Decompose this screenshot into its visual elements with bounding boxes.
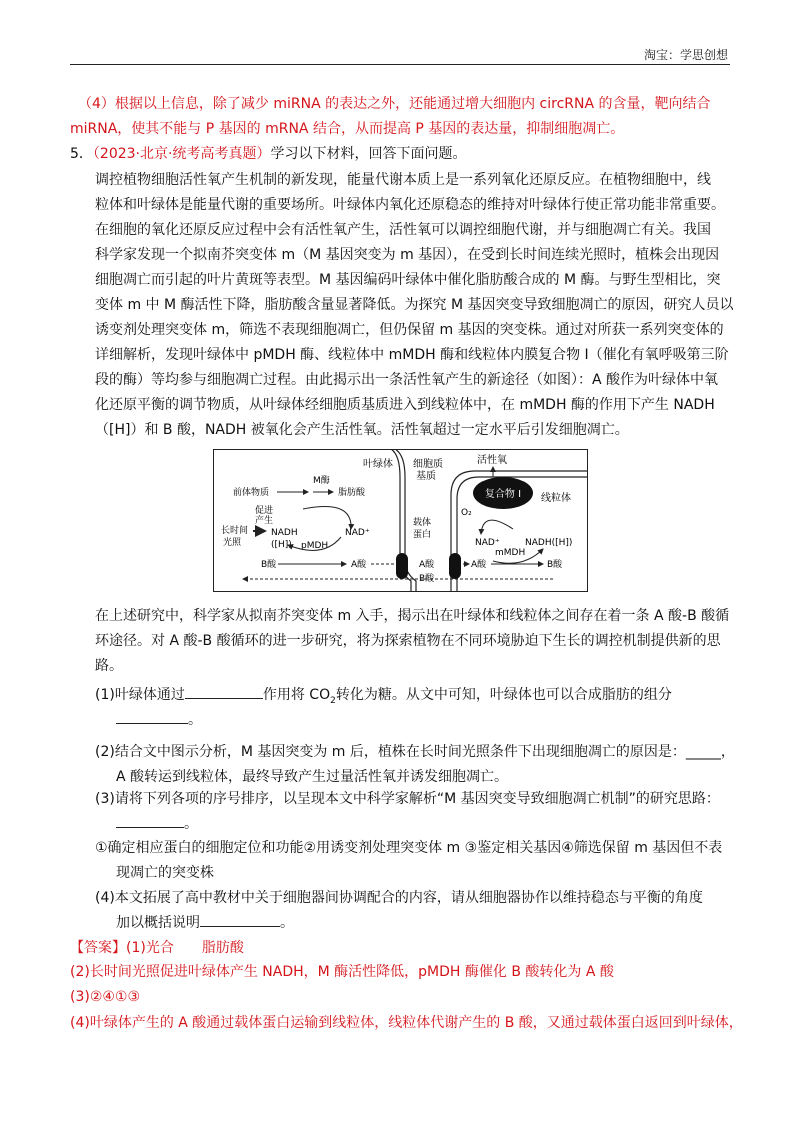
longtime-label-2: 光照 bbox=[223, 538, 242, 548]
answer-4: (4)叶绿体产生的 A 酸通过载体蛋白运输到线粒体，线粒体代谢产生的 B 酸，又通过载体蛋白返回到叶绿体， bbox=[70, 1015, 743, 1031]
q1-text-a: (1)叶绿体通过 bbox=[95, 687, 185, 703]
passage-line: 调控植物细胞活性氧产生机制的新发现，能量代谢本质上是一系列氧化还原反应。在植物细胞中，线 bbox=[95, 172, 711, 188]
question-4: (4)本文拓展了高中教材中关于细胞器间协调配合的内容，请从细胞器协作以维持稳态与平衡的角度 bbox=[95, 890, 703, 906]
passage-line: 粒体和叶绿体是能量代谢的重要场所。叶绿体内氧化还原稳态的维持对叶绿体行使正常功能非常重要。 bbox=[95, 197, 725, 213]
b-acid-mid: B酸 bbox=[419, 574, 435, 584]
chloroplast-label: 叶绿体 bbox=[363, 459, 393, 470]
ros-label: 活性氧 bbox=[477, 455, 507, 466]
answer-line-1 bbox=[70, 936, 244, 961]
conclusion-line: 环途径。对 A 酸-B 酸循环的进一步研究，将为探索植物在不同环境胁迫下生长的调控机制提供新的思 bbox=[95, 633, 721, 649]
b-acid-right: B酸 bbox=[547, 560, 563, 570]
prev-answer-line1: （4）根据以上信息，除了减少 miRNA 的表达之外，还能通过增大细胞内 circRNA 的含量，靶向结合 bbox=[78, 96, 711, 112]
question-2-cont: A 酸转运到线粒体，最终导致产生过量活性氧并诱发细胞凋亡。 bbox=[116, 769, 509, 785]
q2-text-b: ， bbox=[720, 744, 735, 760]
longtime-label-1: 长时间 bbox=[221, 526, 249, 536]
question-3: (3)请将下列各项的序号排序，以呈现本文中科学家解析“M 基因突变导致细胞凋亡机制”的研究思路： bbox=[95, 791, 720, 807]
page-header bbox=[70, 44, 730, 65]
header-brand: 淘宝：学思创想 bbox=[643, 48, 728, 62]
answer-3: (3)②④①③ bbox=[70, 989, 141, 1005]
passage-line: 在细胞的氧化还原反应过程中会有活性氧产生，活性氧可以调控细胞代谢，并与细胞凋亡有关。我国 bbox=[95, 222, 711, 238]
a-acid-right: A酸 bbox=[471, 560, 487, 570]
passage-line: 变体 m 中 M 酶活性下降，脂肪酸含量显著降低。为探究 M 基因突变导致细胞凋亡的原因，研究人员以 bbox=[95, 297, 734, 313]
passage-line: 诱变剂处理突变体 m，筛选不表现细胞凋亡，但仍保留 m 基因的突变株。通过对所获一系列突变体的 bbox=[95, 322, 724, 338]
h-label: ([H]) bbox=[271, 540, 292, 550]
question-4-cont bbox=[116, 911, 756, 936]
passage-line: 段的酶）等均参与细胞凋亡过程。由此揭示出一条活性氧产生的新途径（如图）：A 酸作为叶绿体中氧 bbox=[95, 372, 719, 388]
answer-label: 【答案】 bbox=[70, 940, 126, 956]
question-1-cont bbox=[116, 708, 756, 733]
nad-mito-label: NAD⁺ bbox=[475, 538, 500, 548]
complex-i-label: 复合物 I bbox=[484, 489, 522, 500]
passage-line: 详细解析，发现叶绿体中 pMDH 酶、线粒体中 mMDH 酶和线粒体内膜复合物 I（催化有氧呼吸第三阶 bbox=[95, 347, 729, 363]
carrier-label-1: 载体 bbox=[413, 518, 432, 528]
question-intro: 学习以下材料，回答下面问题。 bbox=[270, 146, 467, 162]
q3-end: 。 bbox=[184, 816, 198, 832]
mito-label: 线粒体 bbox=[541, 493, 571, 504]
q3-options-2: 现凋亡的突变株 bbox=[116, 865, 214, 881]
question-number: 5． bbox=[70, 146, 93, 162]
nadh-mito-label: NADH([H]) bbox=[525, 538, 573, 548]
a-acid-mid: A酸 bbox=[419, 560, 435, 570]
passage-line: 细胞凋亡而引起的叶片黄斑等表型。M 基因编码叶绿体中催化脂肪酸合成的 M 酶。与野生型相比，突 bbox=[95, 272, 721, 288]
m-enzyme-label: M酶 bbox=[313, 476, 330, 486]
q1-blank-2[interactable] bbox=[116, 709, 188, 724]
carrier-label-2: 蛋白 bbox=[413, 530, 432, 540]
a-acid-left: A酸 bbox=[351, 560, 367, 570]
pathway-diagram bbox=[213, 449, 588, 592]
q1-blank-1[interactable] bbox=[185, 684, 263, 699]
q4-blank[interactable] bbox=[200, 912, 280, 927]
passage-line: 化还原平衡的调节物质，从叶绿体经细胞质基质进入到线粒体中，在 mMDH 酶的作用下产生 NADH bbox=[95, 397, 715, 413]
carrier-protein-1 bbox=[396, 553, 408, 579]
q4-end: 。 bbox=[280, 915, 294, 931]
nadh-label: NADH bbox=[271, 528, 298, 538]
q4-text-b: 加以概括说明 bbox=[116, 915, 200, 931]
q2-blank[interactable]: _____ bbox=[685, 744, 721, 760]
question-2 bbox=[95, 740, 735, 765]
question-heading bbox=[70, 142, 466, 167]
carrier-protein-2 bbox=[449, 553, 461, 579]
cytosol-label-2: 基质 bbox=[416, 471, 436, 482]
conclusion-line: 路。 bbox=[95, 658, 123, 674]
q2-text-a: (2)结合文中图示分析，M 基因突变为 m 后，植株在长时间光照条件下出现细胞凋亡的原因是： bbox=[95, 744, 686, 760]
promote-label-1: 促进 bbox=[255, 506, 274, 516]
pmdh-label: pMDH bbox=[301, 541, 329, 551]
mmdh-label: mMDH bbox=[495, 548, 526, 558]
q1-text-b: 作用将 CO bbox=[262, 687, 331, 703]
precursor-label: 前体物质 bbox=[233, 488, 270, 498]
fatty-acid-label: 脂肪酸 bbox=[338, 488, 366, 498]
answer-1b: 脂肪酸 bbox=[201, 940, 244, 956]
answer-1a: (1)光合 bbox=[126, 940, 174, 956]
cytosol-label-1: 细胞质 bbox=[413, 459, 443, 470]
question-3-cont bbox=[116, 812, 756, 837]
question-source: （2023·北京·统考高考真题） bbox=[92, 146, 271, 162]
q1-text-c: 转化为糖。从文中可知，叶绿体也可以合成脂肪的组分 bbox=[335, 687, 672, 703]
conclusion-line: 在上述研究中，科学家从拟南芥突变体 m 入手，揭示出在叶绿体和线粒体之间存在着一条 A 酸-B 酸循 bbox=[95, 608, 730, 624]
answer-2: (2)长时间光照促进叶绿体产生 NADH，M 酶活性降低，pMDH 酶催化 B 酸转化为 A 酸 bbox=[70, 964, 614, 980]
nad-label: NAD⁺ bbox=[345, 528, 370, 538]
q1-end: 。 bbox=[188, 712, 202, 728]
q3-blank[interactable] bbox=[116, 813, 184, 828]
q3-options-1: ①确定相应蛋白的细胞定位和功能②用诱变剂处理突变体 m ③鉴定相关基因④筛选保留 m 基因但不表 bbox=[95, 840, 723, 856]
promote-label-2: 产生 bbox=[255, 516, 274, 526]
prev-answer-line2: miRNA，使其不能与 P 基因的 mRNA 结合，从而提高 P 基因的表达量，抑制细胞凋亡。 bbox=[70, 121, 625, 137]
q1-subscript: 2 bbox=[330, 695, 336, 706]
passage-line: 科学家发现一个拟南芥突变体 m（M 基因突变为 m 基因），在受到长时间连续光照时，植株会出现因 bbox=[95, 247, 720, 263]
passage-line: （[H]）和 B 酸，NADH 被氧化会产生活性氧。活性氧超过一定水平后引发细胞凋亡。 bbox=[95, 422, 629, 438]
o2-label: O₂ bbox=[461, 508, 472, 518]
b-acid-left: B酸 bbox=[261, 560, 277, 570]
